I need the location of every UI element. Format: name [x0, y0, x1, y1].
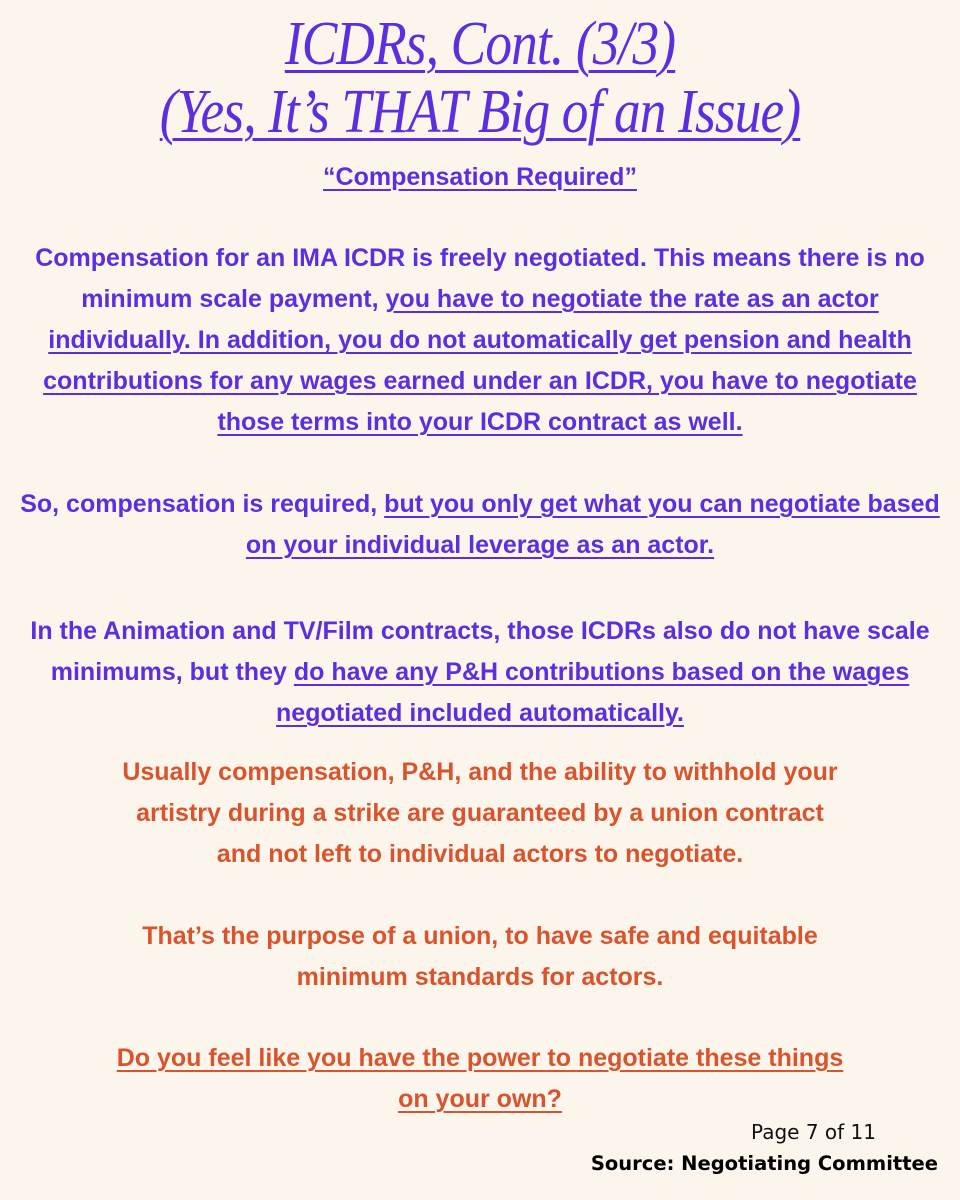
page-number: Page 7 of 11	[751, 1120, 876, 1144]
paragraph-5-line-2: minimum standards for actors.	[296, 963, 664, 991]
paragraph-5-line-1: That’s the purpose of a union, to have safe and equitable	[142, 922, 818, 950]
page-title-line-1: ICDRs, Cont. (3/3)	[284, 10, 676, 78]
source-credit: Source: Negotiating Committee	[590, 1152, 938, 1175]
question-line-2: on your own?	[398, 1085, 562, 1113]
paragraph-union-purpose	[20, 916, 940, 998]
paragraph-1-plain: Compensation for an IMA ICDR is freely negotiated. This means there is no minimum scale payment,	[35, 244, 925, 313]
paragraph-animation-tv-film	[20, 611, 940, 734]
paragraph-union-guarantees	[20, 752, 940, 875]
page-title-line-2: (Yes, It’s THAT Big of an Issue)	[159, 78, 801, 146]
closing-question	[20, 1038, 940, 1120]
paragraph-4-line-2: artistry during a strike are guaranteed by a union contract	[136, 799, 824, 827]
paragraph-4-line-1: Usually compensation, P&H, and the ability to withhold your	[122, 758, 838, 786]
paragraph-compensation-required	[20, 484, 940, 566]
question-line-1: Do you feel like you have the power to negotiate these things	[116, 1044, 844, 1072]
paragraph-2-underlined: but you only get what you can negotiate based on your individual leverage as an actor.	[245, 490, 940, 559]
paragraph-compensation-negotiated	[20, 238, 940, 443]
paragraph-4-line-3: and not left to individual actors to negotiate.	[216, 840, 744, 868]
paragraph-1-underlined: you have to negotiate the rate as an actor individually. In addition, you do not automatically get pension and health contributions for any wages earned under an ICDR, you have to negotiate those terms into your ICDR contract as well.	[43, 285, 917, 436]
paragraph-3-underlined: do have any P&H contributions based on the wages negotiated included automatically.	[276, 658, 910, 727]
subheading	[20, 157, 940, 198]
paragraph-2-plain: So, compensation is required,	[20, 490, 385, 518]
paragraph-3-plain: In the Animation and TV/Film contracts, those ICDRs also do not have scale minimums, but they	[30, 617, 930, 686]
subheading-text: “Compensation Required”	[323, 163, 637, 191]
